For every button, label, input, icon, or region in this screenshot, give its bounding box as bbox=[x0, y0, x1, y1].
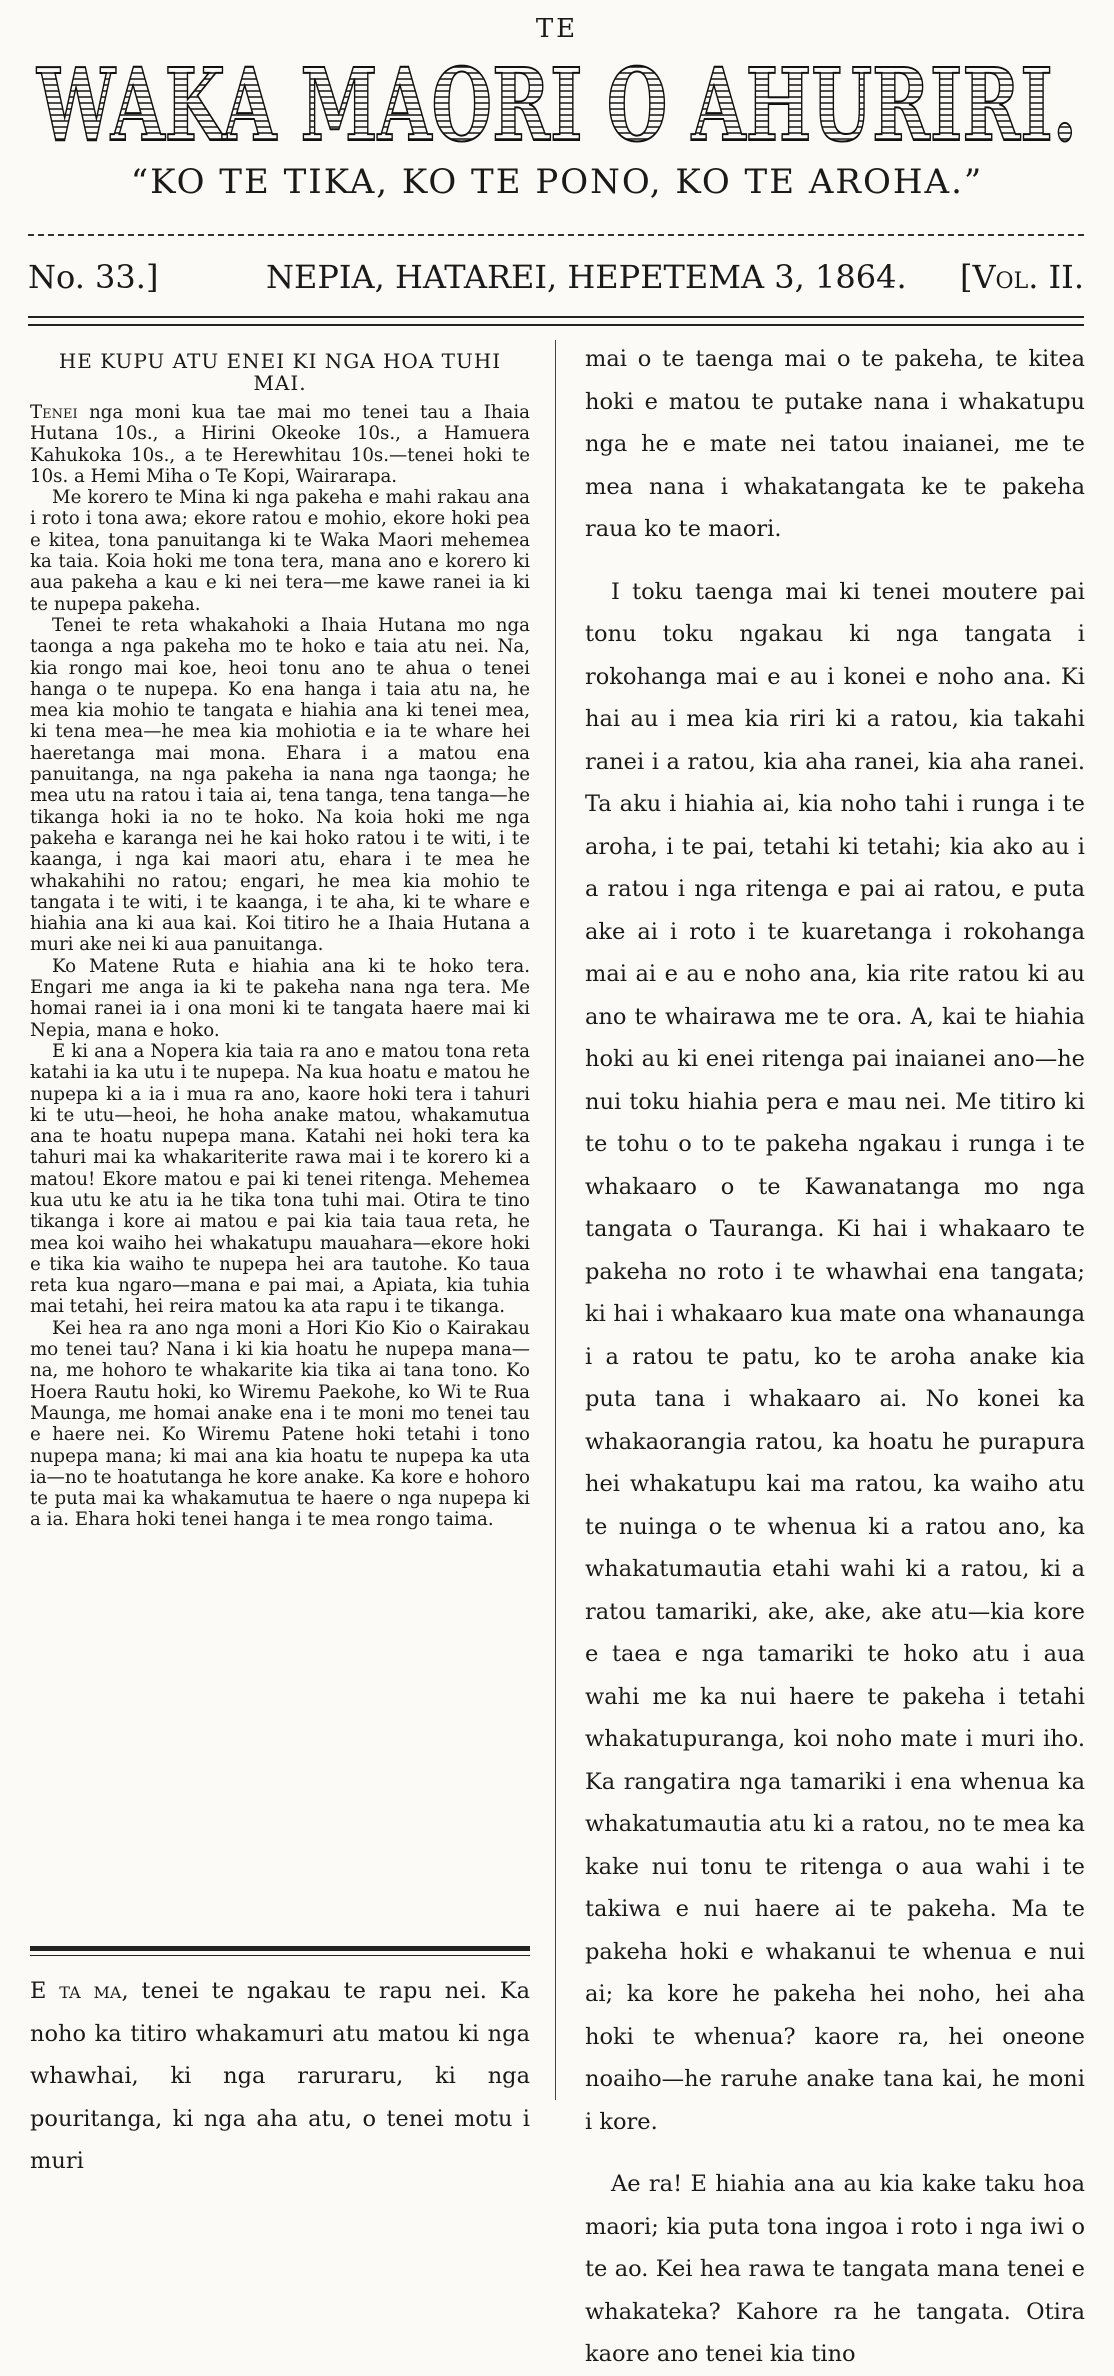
issue-date: NEPIA, HATAREI, HEPETEMA 3, 1864. bbox=[266, 258, 907, 296]
notice-paragraph: E ki ana a Nopera kia taia ra ano e matou tona reta katahi ia ka utu i te nupepa. Na kua hoatu e matou he nupepa ki a ia i mua ra ano, kaore hoki tera i tahuri ki te utu—heoi, he hoha anake matou, whakamutua ana te hoatu nupepa mana. Katahi nei hoki tera ka tahuri mai ka whakariterite rawa mai i te korero ki a matou! Ekore matou e pai ki tenei ritenga. Mehemea kua utu ke atu ia he tika tona tuhi mai. Otira te tino tikanga i kore ai matou e pai kia taia taua reta, he mea koi waiho hei whakatupu mauahara—ekore hoki e tika kia waiho te nupepa hei ara tautohe. Ko taua reta kua ngaro—mana e pai mai, a Apiata, kia tuhia mai tetahi, hei reira matou ka ata rapu i te tikanga. bbox=[30, 1040, 530, 1318]
volume-number: [Vol. II. bbox=[959, 258, 1084, 296]
masthead-title-text: WAKA MAORI O AHURIRI. bbox=[36, 52, 1077, 162]
masthead-title bbox=[30, 52, 1084, 162]
dateline bbox=[28, 258, 1084, 298]
section-rule-thick bbox=[30, 1946, 530, 1951]
notice-paragraph: Me korero te Mina ki nga pakeha e mahi rakau ana i roto i tona awa; ekore ratou e mohio, ekore hoki pea e kitea, tona panuitanga ki te Waka Maori mehemea ka taia. Koia hoki me tona tera, mana ano e korero ki aua pakeha a kau e ki nei tera—me kawe ranei ia ki te nupepa pakeha. bbox=[30, 487, 530, 615]
letter-paragraph: I toku taenga mai ki tenei moutere pai tonu toku ngakau ki nga tangata i rokohanga mai e au i konei e noho ana. Ki hai au i mea kia riri ki a ratou, kia takahi ranei i a ratou, kia aha ranei, kia aha ranei. Ta aku i hiahia ai, kia noho tahi i runga i te aroha, i te pai, tetahi ki tetahi; kia ako au i a ratou i nga ritenga e pai ai ratou, e puta ake ai i roto i te kuaretanga i rokohanga mai ai e au e noho ana, kia rite ratou ki au ano te whairawa me te ora. A, kai te hiahia hoki au ki enei ritenga pai inaianei ano—he nui toku hiahia pera e mau nei. Me titiro ki te tohu o to te pakeha ngakau i runga i te whakaaro o te Kawanatanga mo nga tangata o Tauranga. Ki hai i whakaaro te pakeha no roto i te whawhai ena tangata; ki hai i whakaaro kua mate ona whanaunga i a ratou te patu, ko te aroha anake kia puta tana i whakaaro ai. No konei ka whakaorangia ratou, ka hoatu he purapura hei whakatupu kai ma ratou, ka waiho atu te nuinga o te whenua ki a ratou ano, ka whakatumautia etahi wahi ki a ratou, ki a ratou tamariki, ake, ake, ake atu—kia kore e taea e nga tamariki te hoko atu i aua wahi me ka nui haere te pakeha i tetahi whakatupuranga, koi noho mate i muri iho. Ka rangatira nga tamariki i ena whenua ka whakatumautia atu ki a ratou, no te mea ka kake nui tonu te ritenga o aua wahi i te takiwa e nui haere ai te pakeha. Ma te pakeha hoki e whakanui te whenua e nui ai; ka kore he pakeha hei noho, hei aha hoki te whenua? kaore ra, hei oneone noaiho—he raruhe anake tana kai, he moni i kore. bbox=[585, 578, 1085, 2135]
top-rule bbox=[28, 234, 1084, 236]
notice-paragraph: Ko Matene Ruta e hiahia ana ki te hoko tera. Engari me anga ia ki te pakeha nana nga tera. Me homai ranei ia i ona moni ki te tangata haere mai ki Nepia, mana e hoko. bbox=[30, 955, 530, 1041]
notice-column bbox=[30, 348, 530, 1531]
notice-paragraph: Tenei nga moni kua tae mai mo tenei tau a Ihaia Hutana 10s., a Hirini Okeoke 10s., a Hamuera Kahukoka 10s., a te Herewhitau 10s.—tenei hoki te 10s. a Hemi Miha o Te Kopi, Wairarapa. bbox=[30, 402, 530, 487]
notice-paragraph: Tenei te reta whakahoki a Ihaia Hutana mo nga taonga a nga pakeha mo te hoko e taia atu nei. Na, kia rongo mai koe, heoi tonu ano te ahua o tenei hanga o te nupepa. Ko ena hanga i taia atu na, he mea kia mohio te tangata e hiahia ana ki tenei mea, ki tena mea—he mea kia mohiotia e ia te whare hei haeretanga mai mona. Ehara i a matou ena panuitanga, na nga pakeha ia nana nga taonga; he mea utu na ratou i taia ai, tena tanga, tena tanga—he tikanga hoki ia no te hoko. Na koia hoki me nga pakeha e karanga nei he kai hoko ratou i te witi, i te kaanga, i nga kai maori atu, ehara i te mea he whakahihi no ratou; engari, he mea kia mohio te tangata i te witi, i te kaanga, i te aha, ki te whare e hiahia ana ki aua kai. Koi titiro he a Ihaia Hutana a muri ake nei ki aua panuitanga. bbox=[30, 614, 530, 956]
letter-paragraph: E ta ma, tenei te ngakau te rapu nei. Ka noho ka titiro whakamuri atu matou ki nga whawhai, ki nga raruraru, ki nga pouritanga, ki nga aha atu, o tenei motu i muri bbox=[30, 1978, 530, 2174]
dateline-rule-upper bbox=[28, 316, 1084, 318]
notice-paragraph: Kei hea ra ano nga moni a Hori Kio Kio o Kairakau mo tenei tau? Nana i ki kia hoatu he nupepa mana—na, me hohoro te whakarite kia tika ai tana tono. Ko Hoera Rautu hoki, ko Wiremu Paekohe, ko Wi te Rua Maunga, me homai anake ena i te moni mo tenei tau e haere nei. Ko Wiremu Patene hoki tetahi i tono nupepa mana; ki mai ana kia hoatu te nupepa ka uta ia—no te hoatutanga he kore anake. Ka kore e hohoro te puta mai ka whakamutua te haere o nga nupepa ki a ia. Ehara hoki tenei hanga i te mea rongo taima. bbox=[30, 1317, 530, 1531]
letter-column-start bbox=[30, 1970, 530, 2183]
dateline-rule-lower bbox=[28, 324, 1084, 326]
masthead-te: TE bbox=[535, 14, 579, 44]
letter-paragraph: Ae ra! E hiahia ana au kia kake taku hoa maori; kia puta tona ingoa i roto i nga iwi o te ao. Kei hea rawa te tangata mana tenei e whakateka? Kahore ra he tangata. Otira kaore ano tenei kia tino bbox=[585, 2171, 1085, 2367]
letter-lead: E ta ma, bbox=[30, 1978, 129, 2004]
notice-lead: Tenei bbox=[30, 402, 78, 423]
column-divider bbox=[555, 340, 556, 2100]
notice-heading: HE KUPU ATU ENEI KI NGA HOA TUHI MAI. bbox=[58, 349, 502, 395]
issue-number: No. 33.] bbox=[28, 258, 159, 296]
masthead-motto: “KO TE TIKA, KO TE PONO, KO TE AROHA.” bbox=[130, 162, 984, 202]
section-rule-thin bbox=[30, 1955, 530, 1956]
letter-paragraph: mai o te taenga mai o te pakeha, te kitea hoki e matou te putake nana i whakatupu nga he e mate nei tatou inaianei, me te mea nana i whakatangata ke te pakeha raua ko te maori. bbox=[585, 346, 1085, 542]
letter-column-continued bbox=[585, 338, 1085, 2376]
